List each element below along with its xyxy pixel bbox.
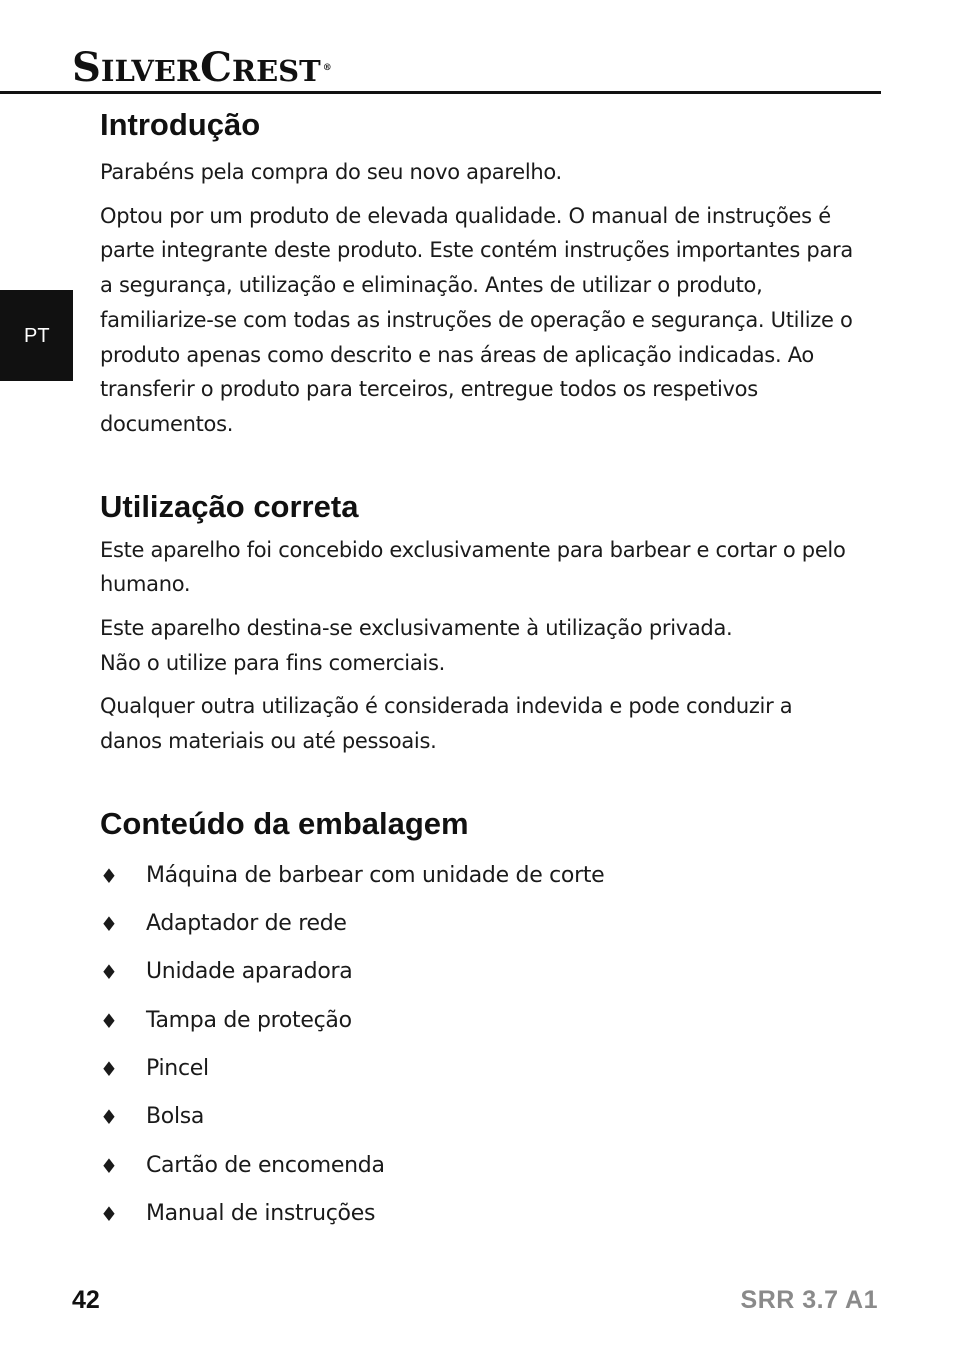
header-divider <box>0 91 881 94</box>
section-title-contents: Conteúdo da embalagem <box>100 805 469 841</box>
page-content <box>100 105 860 1248</box>
diamond-bullet-icon: ♦ <box>100 1105 118 1130</box>
model-number: SRR 3.7 A1 <box>740 1286 878 1314</box>
list-item: ♦ Unidade aparadora <box>100 959 353 985</box>
intro-paragraph-2: Optou por um produto de elevada qualidade. O manual de instruções é parte integrante deste produto. Este contém instruções importantes para a segurança, utilização e eliminação. Antes de utilizar o produto, familiarize-se com todas as instruções de operação e segurança. Utilize o produto apenas como descrito e nas áreas de aplicação indicadas. Ao transferir o produto para terceiros, entregue todos os respetivos documentos. <box>100 203 853 436</box>
list-item: ♦ Máquina de barbear com unidade de corte <box>100 862 605 888</box>
logo-word-ilver: ILVER <box>100 54 201 88</box>
list-item: ♦ Cartão de encomenda <box>100 1152 385 1178</box>
brand-logo <box>72 44 332 91</box>
usage-paragraph-2-line-2: Não o utilize para fins comerciais. <box>100 650 445 675</box>
diamond-bullet-icon: ♦ <box>100 863 118 888</box>
language-tab-label: PT <box>24 325 50 347</box>
section-title-usage: Utilização correta <box>100 488 359 524</box>
list-item: ♦ Tampa de proteção <box>100 1007 352 1033</box>
logo-word-rest: REST <box>231 54 321 88</box>
diamond-bullet-icon: ♦ <box>100 912 118 937</box>
list-item: ♦ Pincel <box>100 1056 209 1082</box>
diamond-bullet-icon: ♦ <box>100 1201 118 1226</box>
intro-paragraph-1: Parabéns pela compra do seu novo aparelho. <box>100 160 562 184</box>
registered-mark: ® <box>322 63 332 74</box>
diamond-bullet-icon: ♦ <box>100 1008 118 1033</box>
page-number: 42 <box>72 1286 100 1314</box>
diamond-bullet-icon: ♦ <box>100 960 118 985</box>
usage-paragraph-1: Este aparelho foi concebido exclusivamente para barbear e cortar o pelo humano. <box>100 537 846 597</box>
logo-initial-s: S <box>72 44 101 91</box>
package-contents-list <box>100 862 860 1248</box>
logo-initial-c: C <box>200 44 232 91</box>
list-item: ♦ Bolsa <box>100 1104 205 1130</box>
language-tab <box>0 290 73 381</box>
diamond-bullet-icon: ♦ <box>100 1057 118 1082</box>
usage-paragraph-2-line-1: Este aparelho destina-se exclusivamente à utilização privada. <box>100 616 733 641</box>
section-title-intro: Introdução <box>100 107 261 142</box>
usage-paragraph-3: Qualquer outra utilização é considerada indevida e pode conduzir a danos materiais ou até pessoais. <box>100 694 793 754</box>
list-item: ♦ Adaptador de rede <box>100 911 347 937</box>
list-item: ♦ Manual de instruções <box>100 1200 376 1226</box>
diamond-bullet-icon: ♦ <box>100 1153 118 1178</box>
